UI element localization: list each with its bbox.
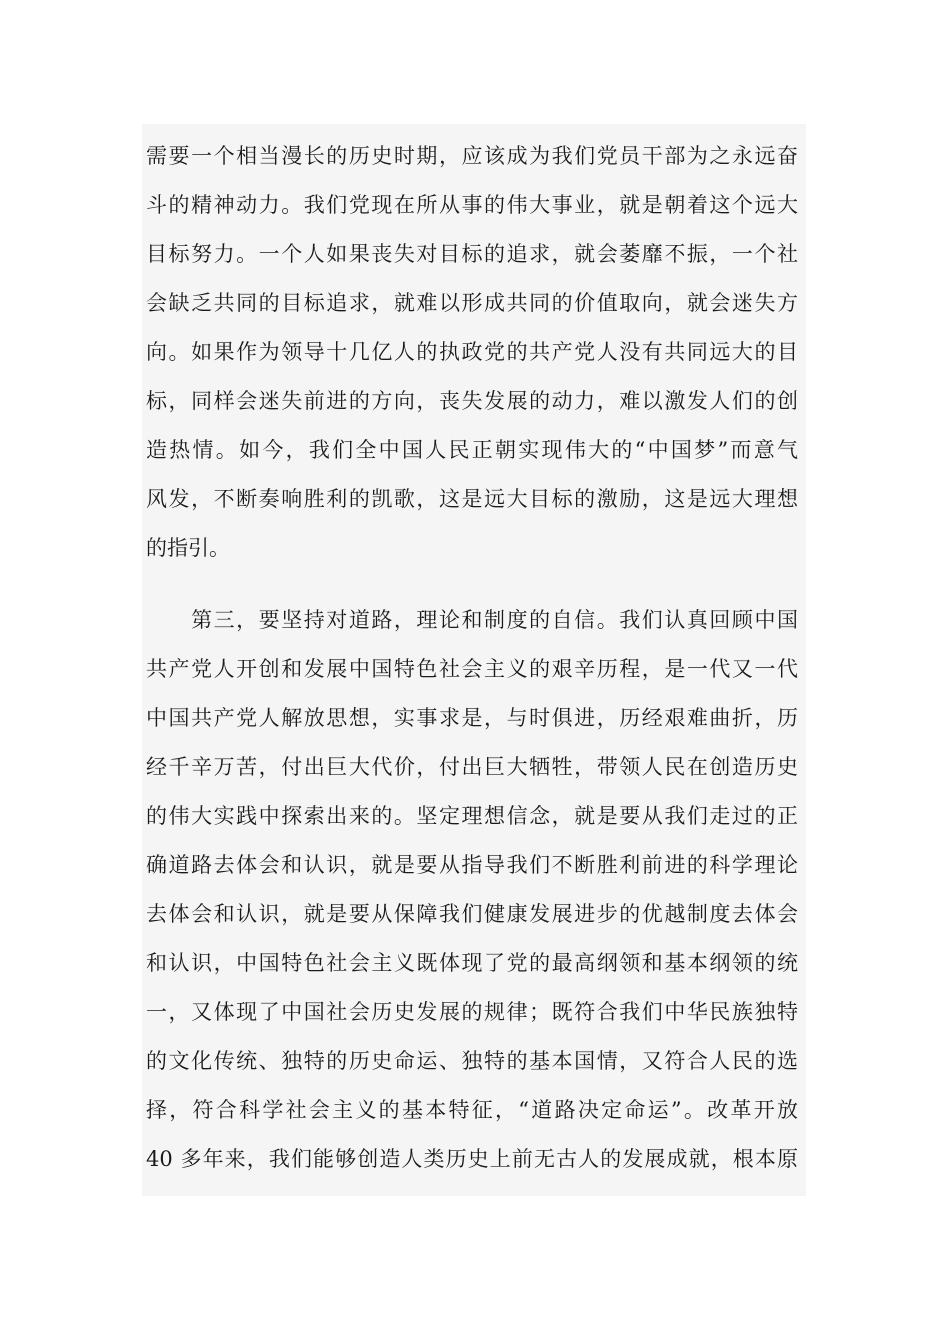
paragraph-1-line-4: 会缺乏共同的目标追求，就难以形成共同的价值取向，就会迷失方 (146, 291, 798, 315)
paragraph-1-line-1: 需要一个相当漫长的历史时期，应该成为我们党员干部为之永远奋 (146, 144, 798, 168)
paragraph-2-line-12: 40 多年来，我们能够创造人类历史上前无古人的发展成就，根本原 (146, 1147, 798, 1171)
paragraph-2-line-11: 择，符合科学社会主义的基本特征，“道路决定命运”。改革开放 (146, 1098, 798, 1122)
paragraph-1-line-9: 的指引。 (146, 536, 230, 560)
paragraph-2-line-6: 确道路去体会和认识，就是要从指导我们不断胜利前进的科学理论 (146, 853, 798, 877)
paragraph-2-line-4: 经千辛万苦，付出巨大代价，付出巨大牺牲，带领人民在创造历史 (146, 755, 798, 779)
paragraph-2-line-1: 第三，要坚持对道路，理论和制度的自信。我们认真回顾中国 (146, 608, 798, 632)
paragraph-2-line-7: 去体会和认识，就是要从保障我们健康发展进步的优越制度去体会 (146, 902, 798, 926)
text-block (142, 124, 806, 1196)
paragraph-1-line-2: 斗的精神动力。我们党现在所从事的伟大事业，就是朝着这个远大 (146, 193, 798, 217)
paragraph-2-line-2: 共产党人开创和发展中国特色社会主义的艰辛历程，是一代又一代 (146, 657, 798, 681)
paragraph-1-line-6: 标，同样会迷失前进的方向，丧失发展的动力，难以激发人们的创 (146, 389, 798, 413)
paragraph-1-line-3: 目标努力。一个人如果丧失对目标的追求，就会萎靡不振，一个社 (146, 242, 798, 266)
paragraph-2-line-9: 一，又体现了中国社会历史发展的规律；既符合我们中华民族独特 (146, 1000, 798, 1024)
paragraph-2-line-8: 和认识，中国特色社会主义既体现了党的最高纲领和基本纲领的统 (146, 951, 798, 975)
paragraph-2-line-3: 中国共产党人解放思想，实事求是，与时俱进，历经艰难曲折，历 (146, 706, 798, 730)
paragraph-1-line-8: 风发，不断奏响胜利的凯歌，这是远大目标的激励，这是远大理想 (146, 487, 798, 511)
paragraph-2-line-10: 的文化传统、独特的历史命运、独特的基本国情，又符合人民的选 (146, 1049, 798, 1073)
paragraph-1-line-7: 造热情。如今，我们全中国人民正朝实现伟大的“中国梦”而意气 (146, 438, 798, 462)
paragraph-1-line-5: 向。如果作为领导十几亿人的执政党的共产党人没有共同远大的目 (146, 340, 798, 364)
paragraph-2-line-5: 的伟大实践中探索出来的。坚定理想信念，就是要从我们走过的正 (146, 804, 798, 828)
